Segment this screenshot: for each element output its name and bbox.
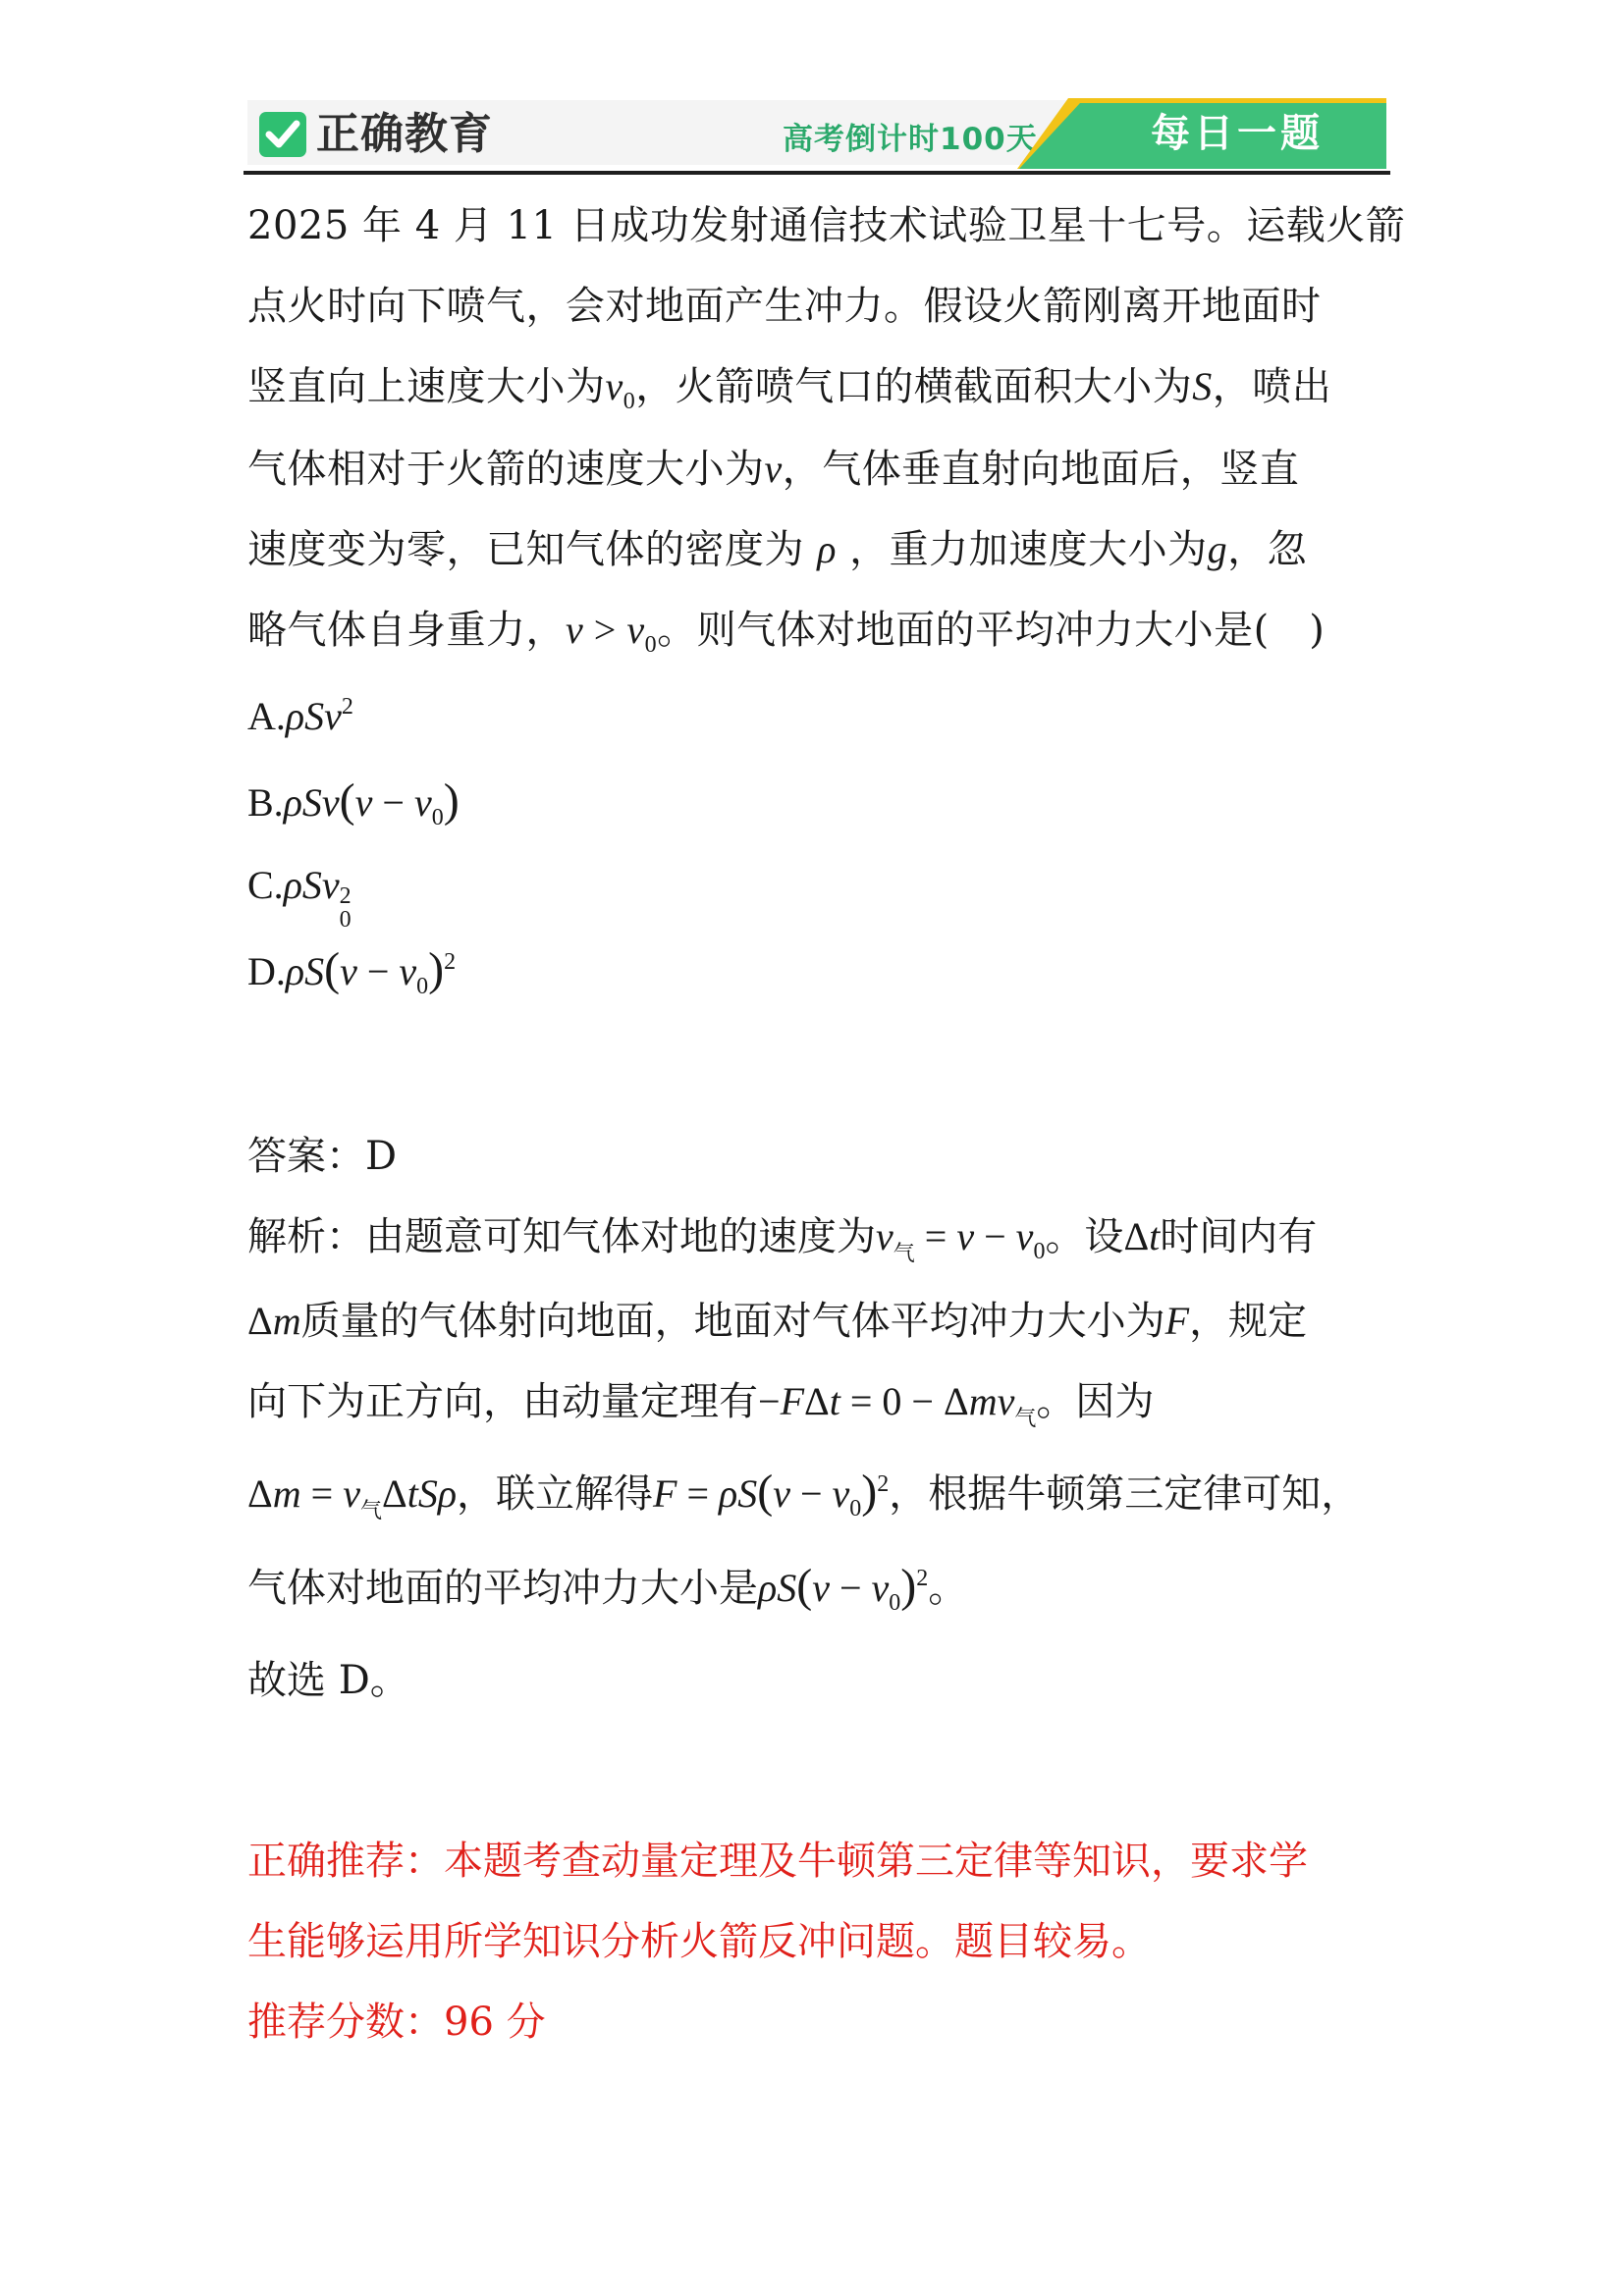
brand-name: 正确教育 [316,109,493,159]
question-line-5 [247,522,1307,577]
analysis-line-3 [247,1374,1154,1435]
formula-delta-m: Δm [247,1299,301,1343]
formula-F-result: $F = \rho S(v - v_0)^2$ [653,1466,890,1522]
symbol-F: F [1164,1299,1190,1343]
recommended-score [247,1995,546,2050]
score-text: 推荐分数：96 分 [247,2000,546,2045]
question-text: ，气体垂直射向地面后，竖直 [782,447,1300,492]
symbol-rho: ρ [817,527,837,571]
question-line-6 [247,603,1325,664]
option-label: C. [247,863,284,907]
symbol-g: g [1207,527,1228,571]
formula-final-force: $\rho S(v - v_0)^2$ [758,1560,929,1616]
analysis-line-4 [247,1465,1360,1527]
analysis-line-5 [247,1559,967,1622]
recommendation-text: 正确推荐：本题考查动量定理及牛顿第三定律等知识，要求学 [247,1839,1308,1884]
question-text: 2025 年 4 月 11 日成功发射通信技术试验卫星十七号。运载火箭 [247,203,1406,248]
analysis-text: 向下为正方向，由动量定理有 [247,1379,758,1424]
option-c [247,858,355,933]
series-title: 每日一题 [1151,111,1324,156]
question-text: 竖直向上速度大小为 [247,364,606,409]
formula-delta-t: Δt [1123,1214,1161,1258]
option-label: B. [247,780,284,825]
header-divider [244,171,1390,175]
symbol-v0: $v_0$ [605,364,636,414]
symbol-v: v [764,447,783,491]
formula-delta-m-expression: $\Delta m = v_气\Delta tS\rho$ [247,1471,458,1522]
question-text: 气体相对于火箭的速度大小为 [247,447,765,492]
question-text: ，火箭喷气口的横截面积大小为 [635,364,1193,409]
analysis-text: 质量的气体射向地面，地面对气体平均冲力大小为 [300,1299,1165,1344]
question-text: 速度变为零，已知气体的密度为 [247,527,804,572]
analysis-text: ，联立解得 [457,1471,654,1517]
countdown-text: 高考倒计时100天 [783,122,1038,157]
recommendation-text: 生能够运用所学知识分析火箭反冲问题。题目较易。 [247,1919,1151,1964]
answer [247,1129,397,1184]
option-expression: ρSv 2 0 [283,863,352,933]
analysis-text: 。因为 [1036,1379,1155,1424]
option-a [247,689,353,750]
question-text: ，忽 [1227,527,1308,572]
question-line-4 [247,442,1299,497]
question-text: 略气体自身重力， [247,608,566,653]
question-text: ，重力加速度大小为 [849,527,1208,572]
analysis-text: 气体对地面的平均冲力大小是 [247,1566,758,1611]
question-text: 。则气体对地面的平均冲力大小是( ) [657,608,1326,653]
recommendation-line-1 [247,1834,1308,1889]
analysis-line-2 [247,1294,1307,1349]
analysis-text: 时间内有 [1160,1214,1318,1259]
condition-v-gt-v0: $v > v_0$ [566,608,658,658]
symbol-S: S [1192,364,1213,408]
option-expression: $\rho S(v - v_0)^2$ [285,943,457,999]
analysis-text: 。 [928,1566,968,1611]
question-line-2 [247,279,1322,334]
option-label: D. [247,949,286,993]
option-expression: ρSv$^2$ [285,694,353,738]
answer-text: 答案：D [247,1134,398,1179]
option-d [247,942,456,1005]
question-line-1 [247,198,1405,253]
analysis-text: 。设 [1045,1214,1124,1259]
analysis-text: 故选 D。 [247,1658,409,1703]
recommendation-line-2 [247,1914,1151,1969]
header-banner [247,98,1386,173]
question-line-3 [247,359,1331,420]
option-label: A. [247,694,286,738]
analysis-text: ，规定 [1189,1299,1308,1344]
question-text: ，喷出 [1212,364,1332,409]
option-b [247,774,460,836]
question-text: 点火时向下喷气，会对地面产生冲力。假设火箭刚离开地面时 [247,284,1322,329]
formula-momentum-theorem: −FΔt = 0 − Δmv$_气$ [758,1379,1037,1430]
analysis-text: ，根据牛顿第三定律可知， [889,1471,1361,1517]
option-expression: $\rho Sv(v - v_0)$ [283,774,460,830]
analysis-line-1 [247,1209,1317,1270]
analysis-line-6 [247,1653,409,1708]
analysis-text: 解析：由题意可知气体对地的速度为 [247,1214,876,1259]
check-icon [259,112,306,157]
formula-v-qi: $v_气 = v - v_0$ [876,1214,1046,1265]
